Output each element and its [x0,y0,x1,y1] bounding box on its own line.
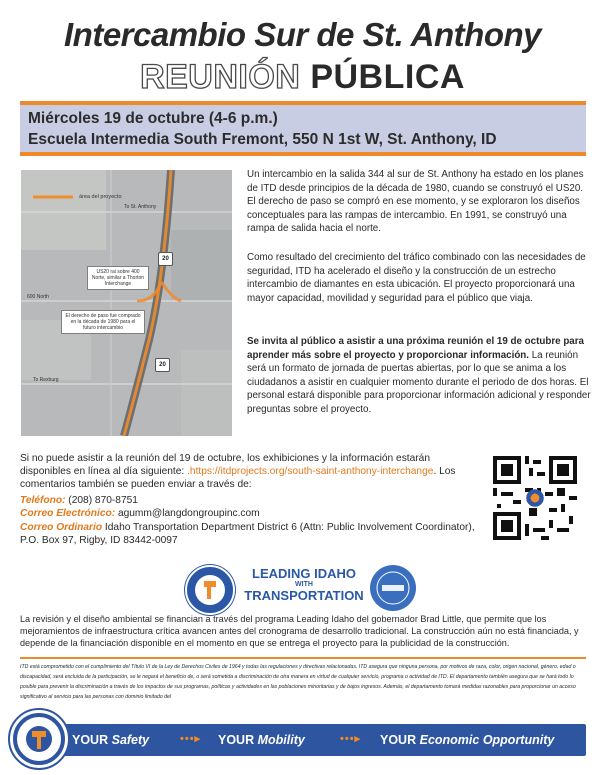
online-availability-text [20,452,480,492]
online-text-before: Si no puede asistir a la reunión del 19 de octubre, los exhibiciones y la información estarán disponibles en línea al día siguiente: [20,453,431,478]
funding-paragraph: La revisión y el diseño ambiental se financian a través del programa Leading Idaho del gobernador Brad Little, que permite que los mejoramientos de infraestructura crítica avancen antes del cronograma de desarrollo tradicional. La construcción aún no está financiada, y depende de la financiación disponible en el momento en que se entrega el proyecto para la publicidad de la construcción. [20,614,579,648]
subtitle-solid-word: PÚBLICA [310,58,465,96]
title-vi-notice: ITD está comprometido con el cumplimiento del Título VI de la Ley de Derechos Civiles de 1964 y todas las regulaciones y directivas relacionadas. ITD asegura que ninguna persona, por motivos de raza, color, origen nacional, género, edad o discapacidad, será excluida de la participación, se le negará el beneficio de, o será sometida a discriminación de otra manera en virtud de cualquier servicio, programa o actividad de ITD. El departamento también asegura que se hará todo lo posible para prevenir la discriminación a través de los impactos de sus programas, políticas y actividades en las poblaciones minoritarias y de bajos ingresos. Además, el departamento tomará medidas razonables para proporcionar un acceso significativo al servicio para las personas con dominio limitado del [20,664,576,701]
logo-line-2: WITH [295,581,313,588]
logo-line-3: TRANSPORTATION [244,588,364,603]
qr-code-icon[interactable] [493,456,577,540]
meeting-date: Miércoles 19 de octubre (4-6 p.m.) [28,110,278,127]
online-text-after: . Los comentarios también se pueden enviar a través de: [20,466,456,491]
governor-badge-icon [370,565,416,611]
meeting-location: Escuela Intermedia South Fremont, 550 N 1st W, St. Anthony, ID [28,131,497,148]
contact-mail [20,521,490,548]
map-road-left-label: 600 North [27,294,49,300]
map-road-top-label: To St. Anthony [124,204,157,210]
map-legend-label: área del proyecto [79,194,122,200]
mail-label: Correo Ordinario [20,521,103,533]
footer-safety: YOUR Safety [72,733,150,747]
contact-list [20,494,490,548]
project-website-link[interactable]: .https://itdprojects.org/south-saint-anthony-interchange [187,466,434,478]
email-label: Correo Electrónico: [20,508,116,520]
project-map [21,170,232,436]
email-address[interactable]: agumm@langdongroupinc.com [115,508,260,520]
invitation-detail-text: La reunión será un formato de jornada de puertas abiertas, por lo que se anima a los ciudadanos a asistir en cualquier momento durante el periodo de dos horas. El personal estará disponible para proporcionar información adicional y responder preguntas sobre el proyecto. [247,349,591,415]
footer-separator-icon-2: •••▸ [340,733,362,745]
legal-divider [20,657,586,659]
leading-idaho-wordmark [241,567,367,602]
contact-phone [20,494,490,507]
route-20-shield-icon: 20 [158,252,173,266]
mail-address: Idaho Transportation Department District 6 (Attn: Public Involvement Coordinator), P.O. Box 97, Rigby, ID 83442-0097 [20,521,475,547]
page-title: Intercambio Sur de St. Anthony [64,16,541,53]
band-bottom-rule [20,152,586,156]
leading-idaho-logo [185,561,420,611]
contact-email [20,507,490,520]
footer-banner [20,724,586,756]
itd-seal-icon [185,565,235,615]
footer-mobility: YOUR Mobility [218,733,305,747]
subtitle-outline-word: REUNIÓN [140,58,301,96]
map-callout-interchange: US20 rai sobre 400 Norte, similar a Thorton Interchange [87,266,149,290]
body-paragraph-3 [247,335,591,417]
phone-number[interactable]: (208) 870-8751 [65,495,138,506]
route-20-shield-icon-lower: 20 [155,358,170,372]
footer-separator-icon: •••▸ [180,733,202,745]
meeting-info-band [20,105,586,152]
itd-footer-seal-icon [8,708,70,770]
map-road-bottom-label: To Rexburg [33,377,59,383]
footer-economic: YOUR Economic Opportunity [380,733,555,747]
page-subtitle [0,58,605,97]
logo-line-1: LEADING IDAHO [252,566,356,581]
invitation-bold-text: Se invita al público a asistir a una próxima reunión el 19 de octubre para aprender más sobre el proyecto y proporcionar información. [247,336,585,361]
body-paragraph-1: Un intercambio en la salida 344 al sur de St. Anthony ha estado en los planes de ITD desde principios de la década de 1980, cuando se construyó el US20. El derecho de paso se compró en ese momento, y se exploraron los diseños conceptuales para las rampas de intercambio. En 1991, se construyó una rampa de salida hacia el norte. [247,169,584,235]
map-callout-right-of-way: El derecho de paso fue comprado en la década de 1980 para el futuro intercambio [61,310,145,334]
body-paragraph-2: Como resultado del crecimiento del tráfico combinado con las necesidades de seguridad, ITD ha acelerado el diseño y la construcción de un estrecho intercambio de diamantes en esta ubicación. El proyecto proporcionará una mayor capacidad, movilidad y seguridad para el público que viaja. [247,252,586,304]
phone-label: Teléfono: [20,495,66,506]
